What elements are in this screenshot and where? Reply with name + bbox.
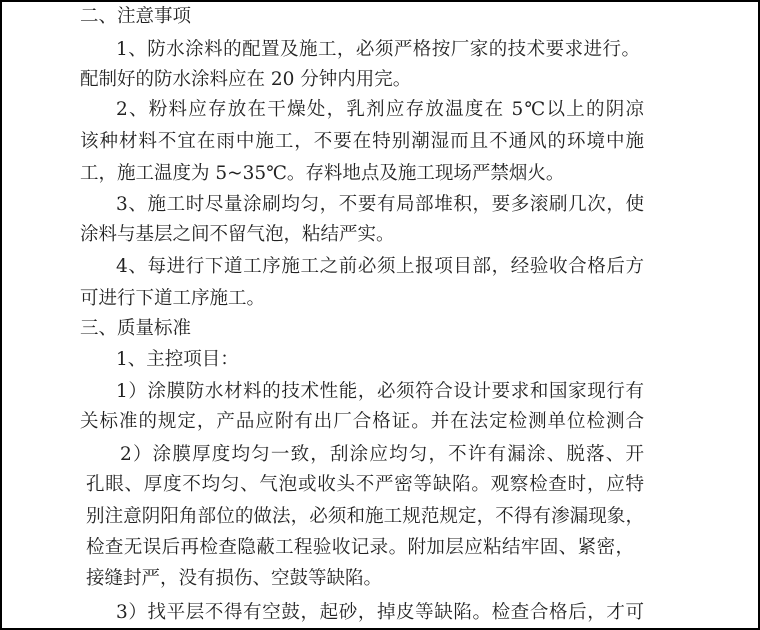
paragraph-line: 孔眼、厚度不均匀、气泡或收头不严密等缺陷。观察检查时，应特 <box>86 474 644 495</box>
paragraph-line: 接缝封严，没有损伤、空鼓等缺陷。 <box>86 568 383 589</box>
paragraph-line: 可进行下道工序施工。 <box>80 288 266 309</box>
section-heading: 二、注意事项 <box>80 6 192 27</box>
paragraph-line: 关标准的规定，产品应附有出厂合格证。并在法定检测单位检测合 <box>80 411 644 432</box>
paragraph-line: 1、防水涂料的配置及施工，必须严格按厂家的技术要求进行。 <box>116 39 640 60</box>
paragraph-line: 2）涂膜厚度均匀一致，刮涂应均匀，不许有漏涂、脱落、开 <box>120 444 644 465</box>
paragraph-line: 涂料与基层之间不留气泡，粘结严实。 <box>80 224 395 245</box>
paragraph-line: 3、施工时尽量涂刷均匀，不要有局部堆积，要多滚刷几次，使 <box>116 194 644 215</box>
paragraph-line: 3）找平层不得有空鼓，起砂，掉皮等缺陷。检查合格后，才可 <box>116 602 644 623</box>
paragraph-line: 1）涂膜防水材料的技术性能，必须符合设计要求和国家现行有 <box>116 381 644 402</box>
paragraph-line: 2、粉料应存放在干燥处，乳剂应存放温度在 5℃以上的阴凉 <box>116 99 644 120</box>
paragraph-line: 配制好的防水涂料应在 20 分钟内用完。 <box>80 69 412 90</box>
paragraph-line: 4、每进行下道工序施工之前必须上报项目部，经验收合格后方 <box>116 256 644 277</box>
paragraph-line: 该种材料不宜在雨中施工，不要在特别潮湿而且不通风的环境中施 <box>80 131 644 152</box>
paragraph-line: 别注意阴阳角部位的做法，必须和施工规范规定，不得有渗漏现象， <box>86 506 644 527</box>
paragraph-line: 检查无误后再检查隐蔽工程验收记录。附加层应粘结牢固、紧密， <box>86 537 634 558</box>
subsection-heading: 1、主控项目： <box>116 349 239 370</box>
section-heading: 三、质量标准 <box>80 318 192 339</box>
paragraph-line: 工，施工温度为 5~35℃。存料地点及施工现场严禁烟火。 <box>80 163 565 184</box>
